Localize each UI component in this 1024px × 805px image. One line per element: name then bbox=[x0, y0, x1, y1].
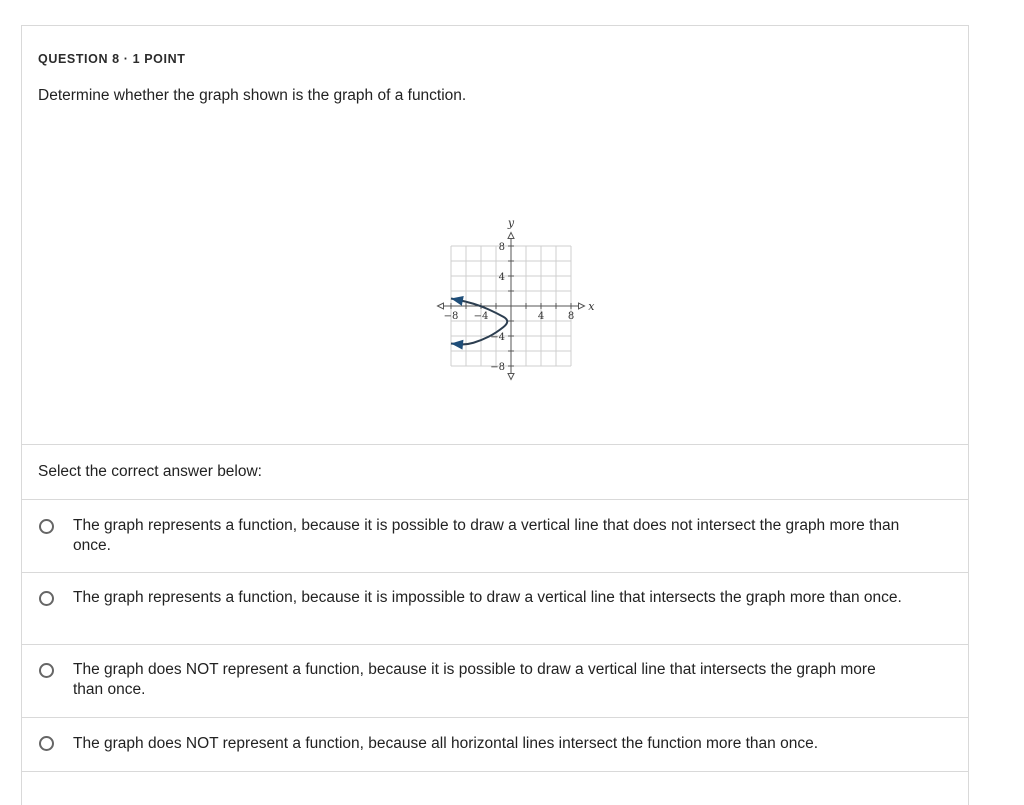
select-answer-label: Select the correct answer below: bbox=[38, 463, 262, 481]
question-prompt: Determine whether the graph shown is the graph of a function. bbox=[38, 87, 466, 105]
radio-button[interactable] bbox=[39, 736, 54, 751]
question-card bbox=[21, 25, 969, 805]
function-graph bbox=[342, 121, 682, 431]
answer-option-a[interactable] bbox=[22, 500, 968, 572]
radio-button[interactable] bbox=[39, 663, 54, 678]
y-tick-label: 4 bbox=[499, 272, 505, 283]
question-header: QUESTION 8 · 1 POINT bbox=[38, 52, 185, 66]
answer-text: The graph does NOT represent a function, because all horizontal lines intersect the function more than once. bbox=[73, 734, 903, 754]
y-tick-label: 8 bbox=[499, 242, 505, 253]
curve-arrow-bottom bbox=[451, 340, 463, 350]
divider bbox=[22, 771, 968, 772]
curve-arrow-top bbox=[451, 296, 464, 306]
y-tick-label: −8 bbox=[490, 362, 505, 373]
x-tick-label: 4 bbox=[538, 311, 544, 322]
y-axis-arrow-up bbox=[508, 233, 514, 239]
y-axis-arrow-down bbox=[508, 374, 514, 380]
x-tick-label: −4 bbox=[474, 311, 489, 322]
answer-option-b[interactable] bbox=[22, 573, 968, 645]
y-axis-label: y bbox=[507, 217, 515, 230]
answer-option-d[interactable] bbox=[22, 718, 968, 772]
answer-text: The graph represents a function, because it is impossible to draw a vertical line that intersects the graph more than once. bbox=[73, 588, 903, 608]
x-axis-label: x bbox=[588, 300, 595, 313]
y-tick-label: −4 bbox=[490, 332, 505, 343]
x-axis-arrow-left bbox=[438, 303, 444, 309]
divider bbox=[22, 444, 968, 445]
x-tick-label: 8 bbox=[568, 311, 574, 322]
answer-text: The graph does NOT represent a function, because it is possible to draw a vertical line that intersects the graph more than once. bbox=[73, 660, 903, 700]
x-axis-arrow-right bbox=[579, 303, 585, 309]
radio-button[interactable] bbox=[39, 519, 54, 534]
radio-button[interactable] bbox=[39, 591, 54, 606]
answer-option-c[interactable] bbox=[22, 645, 968, 717]
x-tick-label: −8 bbox=[444, 311, 459, 322]
graph-axes bbox=[438, 233, 585, 380]
answer-text: The graph represents a function, because it is possible to draw a vertical line that does not intersect the graph more than once. bbox=[73, 516, 903, 556]
